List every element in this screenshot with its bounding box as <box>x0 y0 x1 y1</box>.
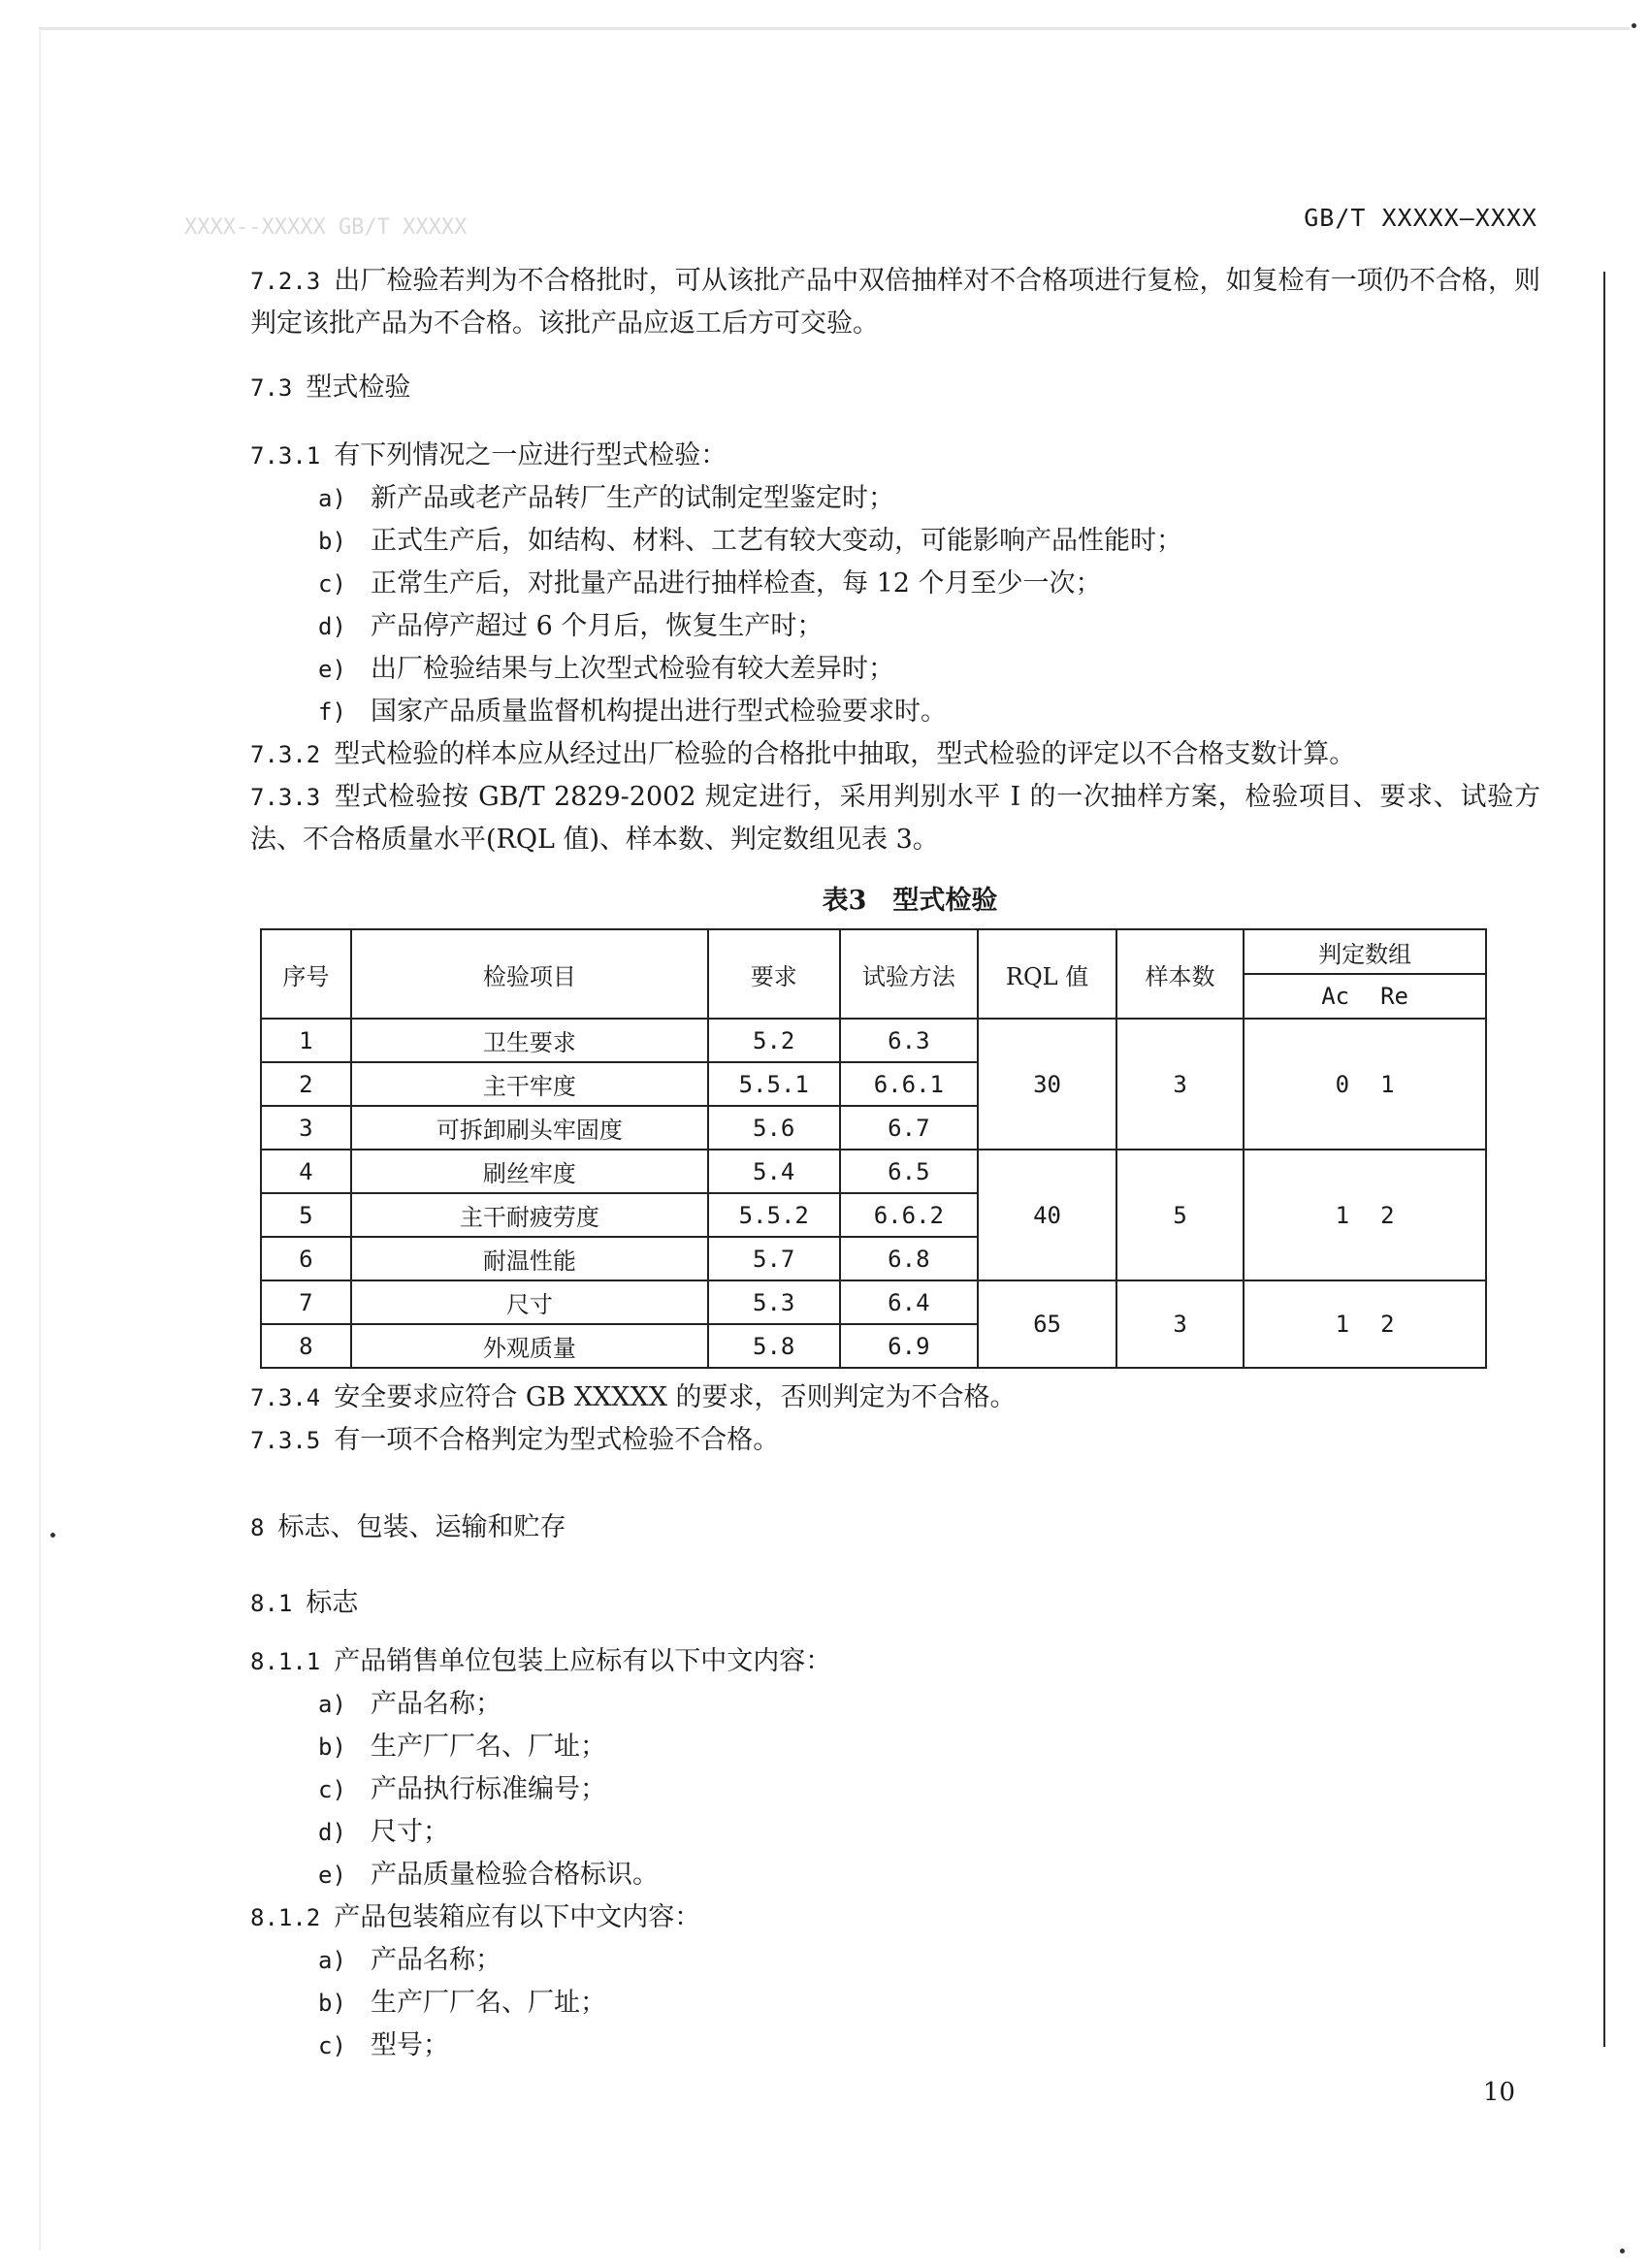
cell-ac: 1 <box>1335 1311 1350 1338</box>
header-item: 检验项目 <box>351 929 708 1019</box>
cell-requirement: 5.3 <box>708 1280 840 1324</box>
cell-requirement: 5.6 <box>708 1106 840 1150</box>
table-caption: 表3 型式检验 <box>822 886 998 916</box>
list-marker: f) <box>318 698 346 726</box>
cell-test-method: 6.6.1 <box>840 1062 979 1106</box>
header-seq: 序号 <box>261 929 351 1019</box>
list-item-text: 产品停产超过 6 个月后，恢复生产时； <box>371 611 824 641</box>
clause-text: 型式检验按 GB/T 2829-2002 规定进行，采用判别水平 I 的一次抽样方案，检验项目、要求、试验方法、不合格质量水平(RQL 值)、样本数、判定数组见表 3。 <box>250 782 1540 855</box>
clause-text: 有一项不合格判定为型式检验不合格。 <box>334 1425 780 1455</box>
list-item-text: 生产厂厂名、厂址； <box>371 1732 606 1762</box>
list-marker: b) <box>318 1733 346 1761</box>
section-heading-7-3 <box>250 367 1540 409</box>
cell-ac-re <box>1244 1019 1486 1150</box>
type-inspection-table <box>260 928 1487 1369</box>
cell-re: 1 <box>1380 1070 1395 1098</box>
list-marker: b) <box>318 1990 346 2017</box>
cell-item: 外观质量 <box>351 1324 708 1368</box>
cell-test-method: 6.4 <box>840 1280 979 1324</box>
list-item-text: 产品名称； <box>371 1945 501 1975</box>
cell-sample-size: 3 <box>1116 1019 1244 1150</box>
clause-7-3-3 <box>250 776 1540 861</box>
list-item-text: 新产品或老产品转厂生产的试制定型鉴定时； <box>371 483 894 513</box>
list-item <box>250 605 1540 648</box>
section-title: 标志、包装、运输和贮存 <box>277 1512 566 1542</box>
cell-requirement: 5.4 <box>708 1150 840 1193</box>
list-item-text: 产品质量检验合格标识。 <box>371 1860 659 1890</box>
cell-test-method: 6.7 <box>840 1106 979 1150</box>
table-row <box>261 1280 1486 1324</box>
list-item <box>250 2025 1540 2067</box>
list-item-text: 正式生产后，如结构、材料、工艺有较大变动，可能影响产品性能时； <box>371 526 1182 556</box>
conditions-list <box>250 477 1540 733</box>
clause-7-3-4 <box>250 1377 1540 1419</box>
list-item-text: 尺寸； <box>371 1817 449 1847</box>
cell-sample-size: 5 <box>1116 1150 1244 1280</box>
cell-ac-re <box>1244 1150 1486 1280</box>
cell-test-method: 6.9 <box>840 1324 979 1368</box>
clause-7-3-1 <box>250 435 1540 477</box>
shipping-box-marking-list <box>250 1939 1540 2067</box>
header-sample-size: 样本数 <box>1116 929 1244 1019</box>
list-item-text: 型号； <box>371 2030 449 2060</box>
list-item <box>250 563 1540 605</box>
cell-requirement: 5.5.2 <box>708 1193 840 1237</box>
list-item <box>250 1939 1540 1982</box>
clause-text: 型式检验的样本应从经过出厂检验的合格批中抽取，型式检验的评定以不合格支数计算。 <box>334 739 1356 769</box>
cell-requirement: 5.2 <box>708 1019 840 1062</box>
list-item <box>250 1683 1540 1726</box>
section-number: 8 <box>250 1514 265 1541</box>
list-item-text: 产品执行标准编号； <box>371 1774 606 1804</box>
table-row <box>261 1150 1486 1193</box>
cell-test-method: 6.8 <box>840 1237 979 1280</box>
cell-seq: 1 <box>261 1019 351 1062</box>
list-marker: d) <box>318 1819 346 1846</box>
page-number: 10 <box>1482 2078 1515 2107</box>
clause-number: 7.3.4 <box>250 1384 321 1411</box>
cell-ac: 1 <box>1335 1201 1350 1229</box>
list-item-text: 产品名称； <box>371 1689 501 1719</box>
clause-number: 7.3.2 <box>250 741 321 768</box>
cell-sample-size: 3 <box>1116 1280 1244 1368</box>
section-heading-8 <box>250 1507 1540 1549</box>
clause-number: 7.3.5 <box>250 1427 321 1454</box>
list-marker: a) <box>318 485 346 512</box>
clause-number: 7.3.3 <box>250 784 321 811</box>
clause-text: 安全要求应符合 GB XXXXX 的要求，否则判定为不合格。 <box>334 1382 1017 1412</box>
list-item-text: 出厂检验结果与上次型式检验有较大差异时； <box>371 654 894 684</box>
scan-speck <box>50 1533 55 1538</box>
header-requirement: 要求 <box>708 929 840 1019</box>
list-item <box>250 477 1540 520</box>
cell-seq: 6 <box>261 1237 351 1280</box>
list-item <box>250 1726 1540 1768</box>
clause-number: 7.3.1 <box>250 442 321 470</box>
list-item-text: 正常生产后，对批量产品进行抽样检查，每 12 个月至少一次； <box>371 568 1102 599</box>
table-header-row <box>261 929 1486 974</box>
list-marker: c) <box>318 1776 346 1803</box>
section-heading-8-1 <box>250 1582 1540 1625</box>
clause-text: 产品销售单位包装上应标有以下中文内容： <box>334 1646 832 1676</box>
cell-item: 主干牢度 <box>351 1062 708 1106</box>
header-re: Re <box>1380 983 1408 1010</box>
list-item <box>250 1811 1540 1854</box>
scan-speck <box>1620 2249 1625 2253</box>
cell-rql: 30 <box>978 1019 1116 1150</box>
list-item <box>250 1982 1540 2025</box>
table-row <box>261 1019 1486 1062</box>
clause-7-3-5 <box>250 1419 1540 1462</box>
clause-8-1-2 <box>250 1896 1540 1939</box>
cell-rql: 40 <box>978 1150 1116 1280</box>
list-marker: a) <box>318 1691 346 1718</box>
cell-requirement: 5.7 <box>708 1237 840 1280</box>
list-item-text: 生产厂厂名、厂址； <box>371 1988 606 2018</box>
cell-item: 主干耐疲劳度 <box>351 1193 708 1237</box>
list-item <box>250 1854 1540 1896</box>
bleed-through-text: XXXX--XXXXX GB/T XXXXX <box>184 215 468 240</box>
list-item <box>250 648 1540 691</box>
cell-test-method: 6.6.2 <box>840 1193 979 1237</box>
cell-re: 2 <box>1380 1311 1395 1338</box>
cell-requirement: 5.8 <box>708 1324 840 1368</box>
list-item-text: 国家产品质量监督机构提出进行型式检验要求时。 <box>371 697 947 727</box>
header-rql: RQL 值 <box>978 929 1116 1019</box>
list-marker: c) <box>318 2032 346 2059</box>
list-marker: d) <box>318 613 346 640</box>
section-title: 标志 <box>306 1588 359 1618</box>
list-marker: e) <box>318 1862 346 1889</box>
cell-seq: 8 <box>261 1324 351 1368</box>
scan-edge-top <box>39 27 1630 30</box>
cell-ac: 0 <box>1335 1070 1350 1098</box>
clause-text: 出厂检验若判为不合格批时，可从该批产品中双倍抽样对不合格项进行复检，如复检有一项仍不合格，则判定该批产品为不合格。该批产品应返工后方可交验。 <box>250 266 1540 339</box>
header-ac-re <box>1244 974 1486 1019</box>
clause-text: 产品包装箱应有以下中文内容： <box>334 1902 701 1932</box>
clause-8-1-1 <box>250 1640 1540 1683</box>
sales-package-marking-list <box>250 1683 1540 1896</box>
scan-speck <box>1632 23 1636 28</box>
header-ac: Ac <box>1321 983 1350 1010</box>
section-title: 型式检验 <box>306 373 411 403</box>
clause-number: 8.1.2 <box>250 1904 321 1931</box>
cell-ac-re <box>1244 1280 1486 1368</box>
cell-item: 尺寸 <box>351 1280 708 1324</box>
section-number: 7.3 <box>250 374 293 402</box>
margin-rule <box>1603 272 1605 2047</box>
clause-text: 有下列情况之一应进行型式检验： <box>334 440 728 470</box>
cell-item: 卫生要求 <box>351 1019 708 1062</box>
cell-seq: 3 <box>261 1106 351 1150</box>
cell-seq: 4 <box>261 1150 351 1193</box>
cell-seq: 2 <box>261 1062 351 1106</box>
cell-seq: 5 <box>261 1193 351 1237</box>
cell-item: 可拆卸刷头牢固度 <box>351 1106 708 1150</box>
cell-re: 2 <box>1380 1201 1395 1229</box>
section-number: 8.1 <box>250 1590 293 1617</box>
list-marker: a) <box>318 1947 346 1974</box>
clause-number: 7.2.3 <box>250 268 321 295</box>
header-test-method: 试验方法 <box>840 929 979 1019</box>
clause-number: 8.1.1 <box>250 1648 321 1675</box>
list-item <box>250 520 1540 563</box>
clause-7-2-3 <box>250 260 1540 345</box>
cell-seq: 7 <box>261 1280 351 1324</box>
cell-item: 耐温性能 <box>351 1237 708 1280</box>
list-item <box>250 691 1540 733</box>
list-marker: e) <box>318 656 346 683</box>
cell-requirement: 5.5.1 <box>708 1062 840 1106</box>
header-judgement: 判定数组 <box>1244 929 1486 974</box>
scan-edge-left <box>39 29 41 2251</box>
list-item <box>250 1768 1540 1811</box>
cell-item: 刷丝牢度 <box>351 1150 708 1193</box>
cell-rql: 65 <box>978 1280 1116 1368</box>
standard-code-header: GB/T XXXXX—XXXX <box>1304 204 1537 232</box>
list-marker: b) <box>318 528 346 555</box>
cell-test-method: 6.5 <box>840 1150 979 1193</box>
list-marker: c) <box>318 570 346 598</box>
clause-7-3-2 <box>250 733 1540 776</box>
page-content <box>250 260 1540 2067</box>
cell-test-method: 6.3 <box>840 1019 979 1062</box>
